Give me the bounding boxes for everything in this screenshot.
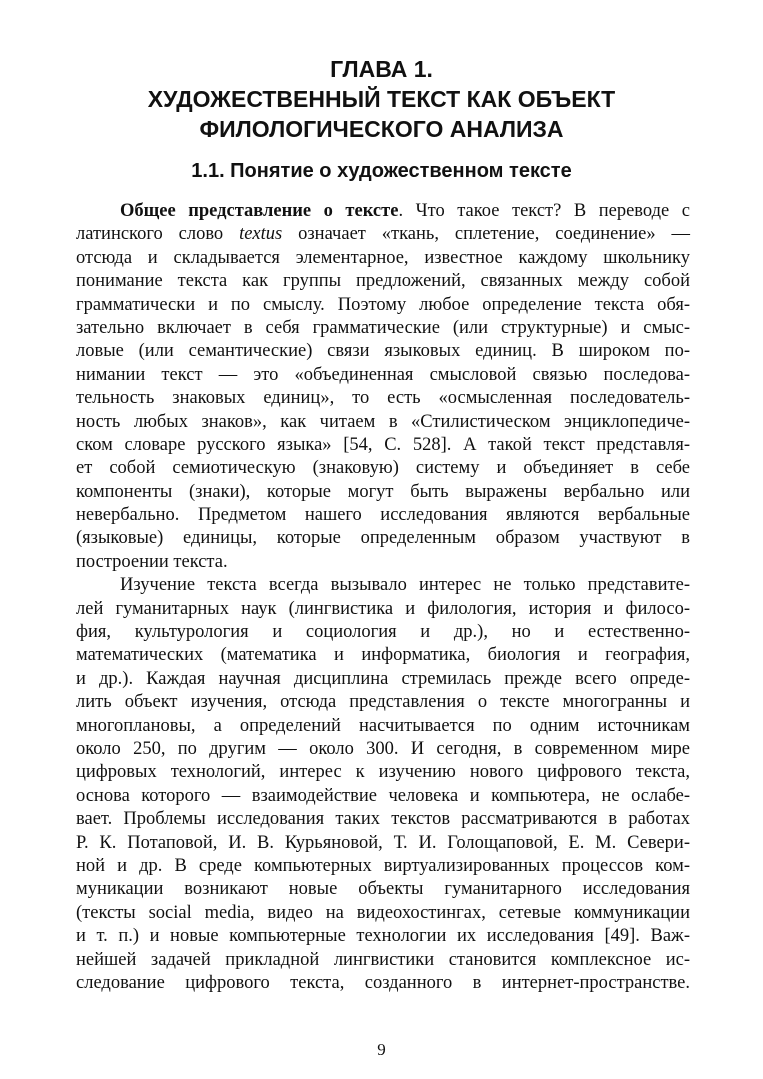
paragraph-1-line: грамматически и по смыслу. Поэтому любое определение текста обя-	[76, 294, 690, 315]
paragraph-2-line: следование цифрового текста, созданного в интернет-пространстве.	[76, 972, 690, 993]
paragraph-2-line: нейшей задачей прикладной лингвистики становится комплексное ис-	[76, 949, 690, 970]
paragraph-2-line: лей гуманитарных наук (лингвистика и филология, история и филосо-	[76, 598, 690, 619]
chapter-title-line-2: ФИЛОЛОГИЧЕСКОГО АНАЛИЗА	[199, 116, 564, 142]
paragraph-2-line: и др.). Каждая научная дисциплина стремилась прежде всего опреде-	[76, 668, 690, 689]
paragraph-1-line: (языковые) единицы, которые определенным образом участвуют в	[76, 528, 690, 549]
paragraph-2-line: многоплановы, а определений насчитывается по одним источникам	[76, 715, 690, 736]
paragraph-2-line: лить объект изучения, отсюда представления о тексте многогранны и	[76, 692, 690, 713]
paragraph-2-line: фия, культурология и социология и др.), но и естественно-	[76, 622, 690, 643]
paragraph-2-line: и т. п.) и новые компьютерные технологии их исследования [49]. Важ-	[76, 926, 690, 947]
paragraph-2-line: цифровых технологий, интерес к изучению нового цифрового текста,	[76, 762, 690, 783]
text-run: . Что такое текст? В переводе с	[398, 201, 690, 221]
paragraph-1-line-2	[76, 223, 690, 246]
paragraph-1-line: построении текста.	[76, 551, 228, 572]
paragraph-2-line: вает. Проблемы исследования таких текстов рассматриваются в работах	[76, 809, 690, 830]
text-run: латинского слово	[76, 224, 240, 245]
paragraph-1-line: ском словаре русского языка» [54, С. 528]. А такой текст представля-	[76, 434, 690, 455]
paragraph-1-line: ность любых знаков», как читаем в «Стилистическом энциклопедиче-	[76, 411, 690, 432]
chapter-heading	[60, 54, 703, 144]
page-number: 9	[377, 1040, 386, 1059]
paragraph-1-line: компоненты (знаки), которые могут быть выражены вербально или	[76, 481, 690, 502]
paragraph-2-line: (тексты social media, видео на видеохостингах, сетевые коммуникации	[76, 902, 690, 923]
paragraph-1-line: понимание текста как группы предложений, связанных между собой	[76, 271, 690, 292]
paragraph-2-line: математических (математика и информатика, биология и география,	[76, 645, 690, 666]
paragraph-1-line-1	[76, 200, 690, 223]
paragraph-1-line: невербально. Предметом нашего исследования являются вербальные	[76, 505, 690, 526]
italic-term: textus	[239, 224, 283, 245]
paragraph-2-line: основа которого — взаимодействие человека и компьютера, не ослабе-	[76, 785, 690, 806]
text-run: означает «ткань, сплетение, соединение» —	[282, 224, 690, 245]
paragraph-1-line: тельность знаковых единиц», то есть «осмысленная последователь-	[76, 388, 690, 409]
chapter-number: ГЛАВА 1.	[330, 56, 433, 82]
paragraph-1-line: ет собой семиотическую (знаковую) систему и объединяет в себе	[76, 458, 690, 479]
chapter-title-line-1: ХУДОЖЕСТВЕННЫЙ ТЕКСТ КАК ОБЪЕКТ	[147, 86, 616, 112]
paragraph-2-line: ной и др. В среде компьютерных виртуализированных процессов ком-	[76, 855, 690, 876]
paragraph-1-line: зательно включает в себя грамматические (или структурные) и смыс-	[76, 317, 690, 338]
lead-bold-term: Общее представление о тексте	[120, 201, 399, 221]
paragraph-2-line: муникации возникают новые объекты гуманитарного исследования	[76, 879, 690, 900]
paragraph-1-line: нимании текст — это «объединенная смысловой связью последова-	[76, 364, 690, 385]
paragraph-2-line: Р. К. Потаповой, И. В. Курьяновой, Т. И. Голощаповой, Е. М. Севери-	[76, 832, 690, 853]
paragraph-1-line: отсюда и складывается элементарное, известное каждому школьнику	[76, 247, 690, 268]
paragraph-2-line: Изучение текста всегда вызывало интерес не только представите-	[120, 575, 690, 596]
paragraph-1-line: ловые (или семантические) связи языковых единиц. В широком по-	[76, 341, 690, 362]
paragraph-2-line: около 250, по другим — около 300. И сегодня, в современном мире	[76, 738, 690, 759]
section-heading: 1.1. Понятие о художественном тексте	[191, 160, 572, 182]
body-text	[76, 200, 690, 995]
